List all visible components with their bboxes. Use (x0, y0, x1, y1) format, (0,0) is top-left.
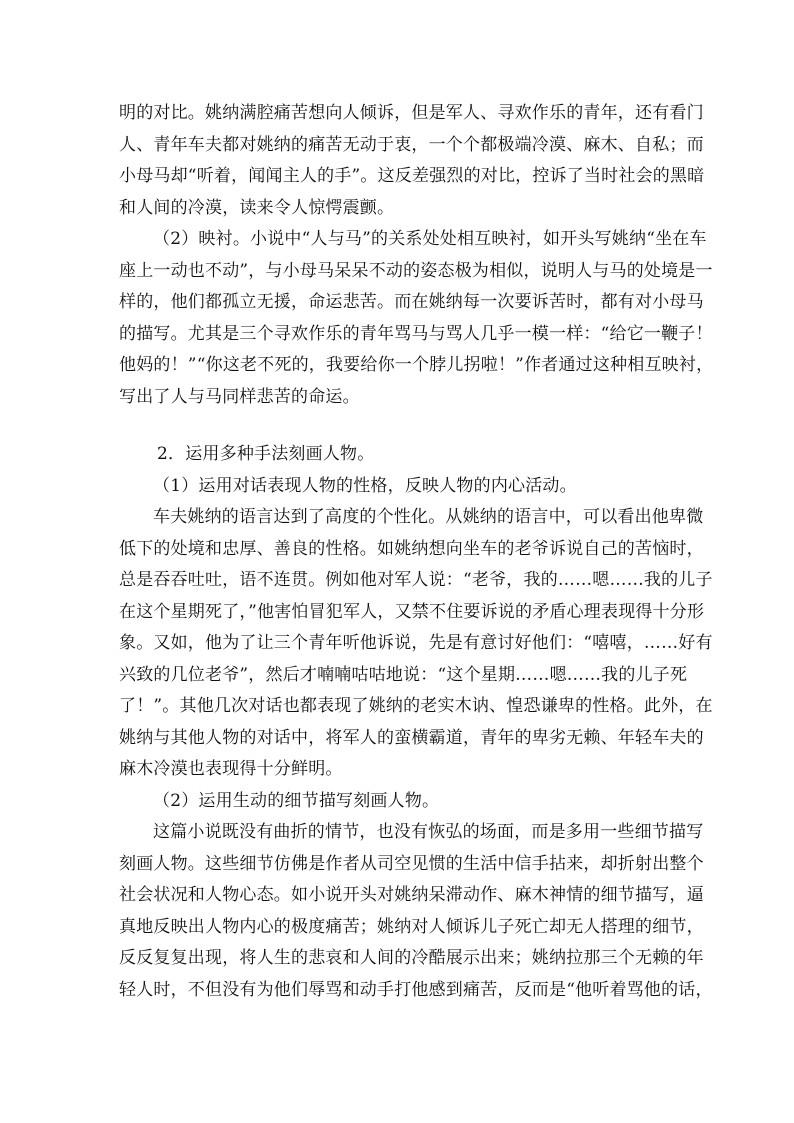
document-page (119, 98, 714, 1006)
text-line: 车夫姚纳的语言达到了高度的个性化。从姚纳的语言中，可以看出他卑微 (153, 507, 704, 527)
text-line: 轻人时，不但没有为他们辱骂和动手打他感到痛苦，反而是“他听着骂他的话， (119, 979, 713, 1000)
text-line: 写出了人与马同样悲苦的命运。 (119, 386, 360, 407)
paragraph-details (119, 817, 713, 1006)
text-line: 刻画人物。这些细节仿佛是作者从司空见惯的生活中信手拈来，却折射出整个 (119, 853, 704, 874)
subheading-details: （2）运用生动的细节描写刻画人物。 (153, 790, 440, 811)
text-line: 的描写。尤其是三个寻欢作乐的青年骂马与骂人几乎一模一样：“给它一鞭子！ (119, 323, 713, 344)
paragraph-contrast (119, 98, 705, 224)
text-line: 兴致的几位老爷”，然后才喃喃咕咕地说：“这个星期……嗯……我的儿子死 (119, 664, 688, 685)
text-line: 姚纳与其他人物的对话中，将军人的蛮横霸道，青年的卑劣无赖、年轻车夫的 (119, 727, 704, 748)
subheading-dialogue: （1）运用对话表现人物的性格，反映人物的内心活动。 (153, 475, 577, 496)
text-line: （2）映衬。小说中“人与马”的关系处处相互映衬，如开头写姚纳“坐在车 (153, 229, 707, 249)
paragraph-foil (119, 224, 714, 413)
text-line: 人、青年车夫都对姚纳的痛苦无动于衷，一个个都极端冷漠、麻木、自私；而 (119, 134, 704, 155)
text-line: 反反复复出现，将人生的悲哀和人间的冷酷展示出来；姚纳拉那三个无赖的年 (119, 948, 704, 968)
text-line: 明的对比。姚纳满腔痛苦想向人倾诉，但是军人、寻欢作乐的青年，还有看门 (119, 103, 704, 123)
text-line: 样的，他们都孤立无援，命运悲苦。而在姚纳每一次要诉苦时，都有对小母马 (119, 292, 704, 312)
section-gap (119, 413, 675, 439)
text-line: 社会状况和人物心态。如小说开头对姚纳呆滞动作、麻木神情的细节描写，逼 (119, 885, 704, 905)
text-line: 真地反映出人物内心的极度痛苦；姚纳对人倾诉儿子死亡却无人搭理的细节， (119, 916, 704, 937)
paragraph-dialogue (119, 502, 713, 786)
text-line: 座上一动也不动”，与小母马呆呆不动的姿态极为相似，说明人与马的处境是一 (119, 260, 713, 281)
section-heading: 2．运用多种手法刻画人物。 (157, 444, 375, 464)
text-line: 麻木冷漠也表现得十分鲜明。 (119, 759, 343, 779)
text-line: 了！”。其他几次对话也都表现了姚纳的老实木讷、惶恐谦卑的性格。此外，在 (119, 696, 713, 716)
text-line: 象。又如，他为了让三个青年听他诉说，先是有意讨好他们：“嘻嘻，……好有 (119, 633, 713, 653)
text-line: 他妈的！”“你这老不死的，我要给你一个脖儿拐啦！”作者通过这种相互映衬， (119, 355, 714, 375)
text-line: 这篇小说既没有曲折的情节，也没有恢弘的场面，而是多用一些细节描写 (153, 822, 704, 842)
text-line: 和人间的冷漠，读来令人惊愕震颤。 (119, 197, 395, 218)
text-line: 在这个星期死了，”他害怕冒犯军人，又禁不住要诉说的矛盾心理表现得十分形 (119, 601, 705, 622)
text-line: 低下的处境和忠厚、善良的性格。如姚纳想向坐车的老爷诉说自己的苦恼时， (119, 538, 704, 559)
text-line: 总是吞吞吐吐，语不连贯。例如他对军人说：“老爷，我的……嗯……我的儿子 (119, 570, 713, 590)
text-line: 小母马却“听着，闻闻主人的手”。这反差强烈的对比，控诉了当时社会的黑暗 (119, 166, 705, 186)
